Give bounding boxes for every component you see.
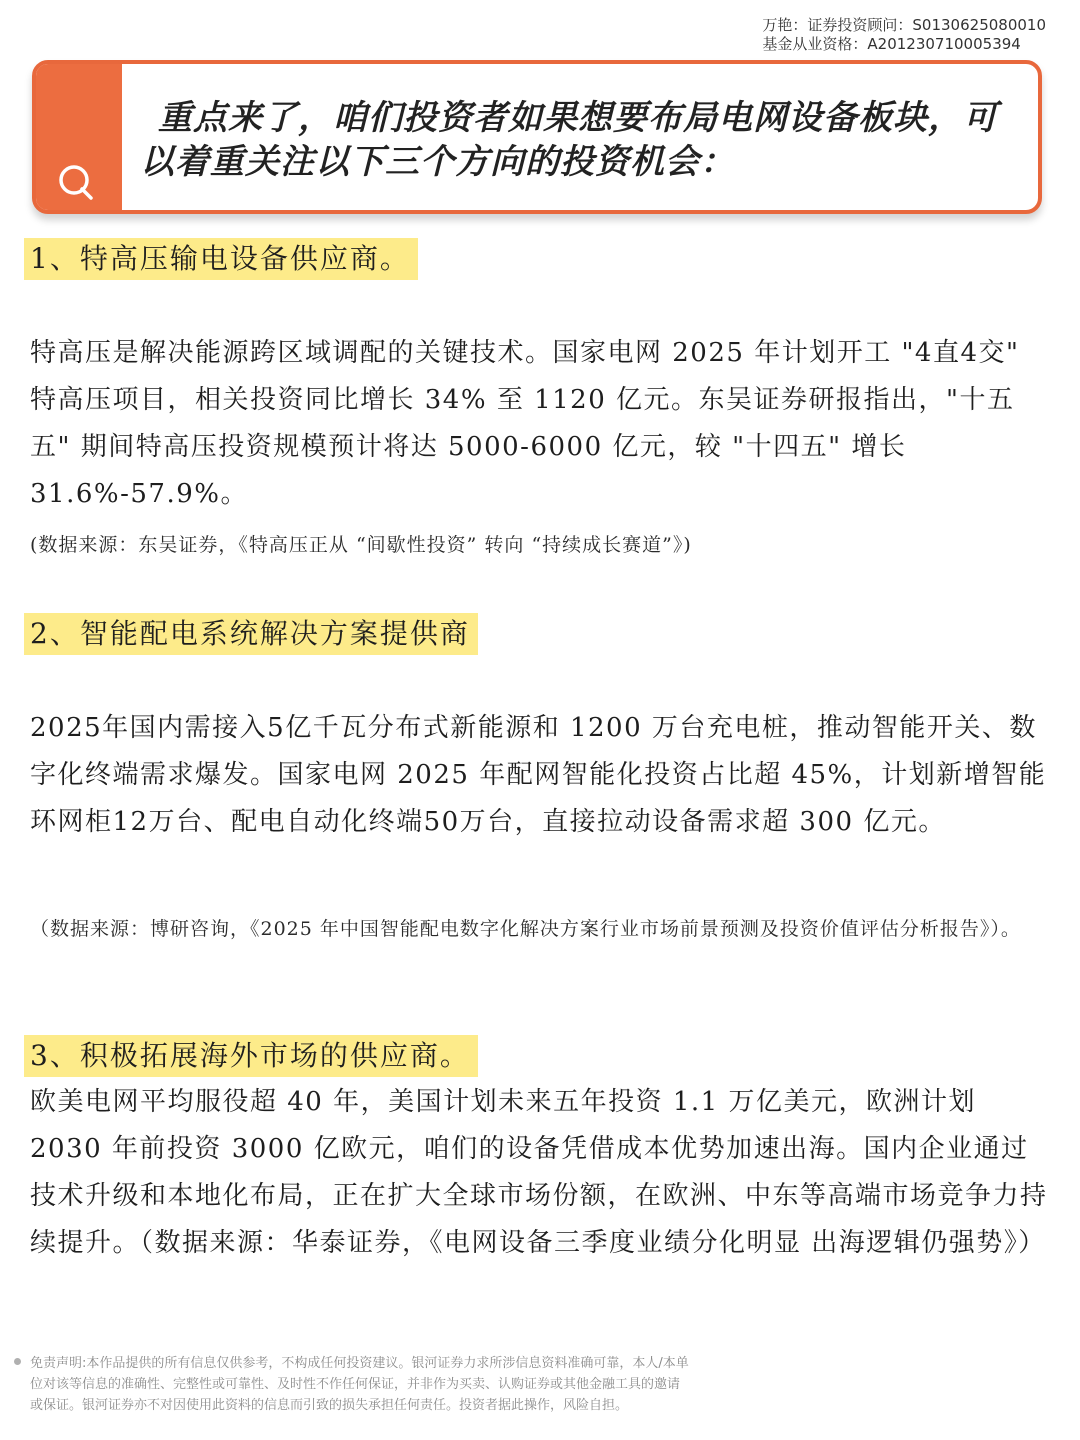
section-3-body: 欧美电网平均服役超 40 年，美国计划未来五年投资 1.1 万亿美元，欧洲计划 2030 年前投资 3000 亿欧元，咱们的设备凭借成本优势加速出海。国内企业通过技术升级和本地化布局，正在扩大全球市场份额，在欧洲、中东等高端市场竞争力持续提升。（数据来源：华泰证券，《电网设备三季度业绩分化明显 出海逻辑仍强势》）: [30, 1087, 1048, 1258]
section-3-heading: 3、积极拓展海外市场的供应商。: [24, 1035, 478, 1077]
search-q-icon: [58, 164, 94, 200]
section-1-body: 特高压是解决能源跨区域调配的关键技术。国家电网 2025 年计划开工 "4直4交" 特高压项目，相关投资同比增长 34% 至 1120 亿元。东吴证券研报指出，"十五五" 期间特高压投资规模预计将达 5000-6000 亿元，较 "十四五" 增长 31.6%-57.9%。: [30, 338, 1020, 509]
section-2-heading: 2、智能配电系统解决方案提供商: [24, 613, 478, 655]
section-2-body: 2025年国内需接入5亿千瓦分布式新能源和 1200 万台充电桩，推动智能开关、数字化终端需求爆发。国家电网 2025 年配网智能化投资占比超 45%，计划新增智能环网柜12万台、配电自动化终端50万台，直接拉动设备需求超 300 亿元。: [30, 713, 1047, 837]
question-card: [32, 60, 1042, 214]
section-2-source: （数据来源：博研咨询，《2025 年中国智能配电数字化解决方案行业市场前景预测及投资价值评估分析报告》）。: [30, 918, 1021, 940]
disclaimer-text: 免责声明:本作品提供的所有信息仅供参考，不构成任何投资建议。银河证券力求所涉信息资料准确可靠，本人/本单位对该等信息的准确性、完整性或可靠性、及时性不作任何保证，并非作为买卖、认购证券或其他金融工具的邀请或保证。银河证券亦不对因使用此资料的信息而引致的损失承担任何责任。投资者据此操作，风险自担。: [30, 1356, 689, 1413]
question-card-tab: [36, 64, 122, 210]
disclaimer: [30, 1353, 690, 1416]
section-1-heading: 1、特高压输电设备供应商。: [24, 238, 418, 280]
advisor-credentials: [762, 16, 1046, 54]
bullet-dot-icon: [14, 1358, 21, 1365]
advisor-license: 万艳：证券投资顾问：S0130625080010: [762, 16, 1046, 34]
fund-qualification: 基金从业资格：A201230710005394: [762, 35, 1021, 53]
question-text: 重点来了，咱们投资者如果想要布局电网设备板块，可以着重关注以下三个方向的投资机会：: [140, 98, 998, 182]
section-1-source: (数据来源：东吴证券，《特高压正从 “间歇性投资” 转向 “持续成长赛道”》): [30, 534, 692, 556]
